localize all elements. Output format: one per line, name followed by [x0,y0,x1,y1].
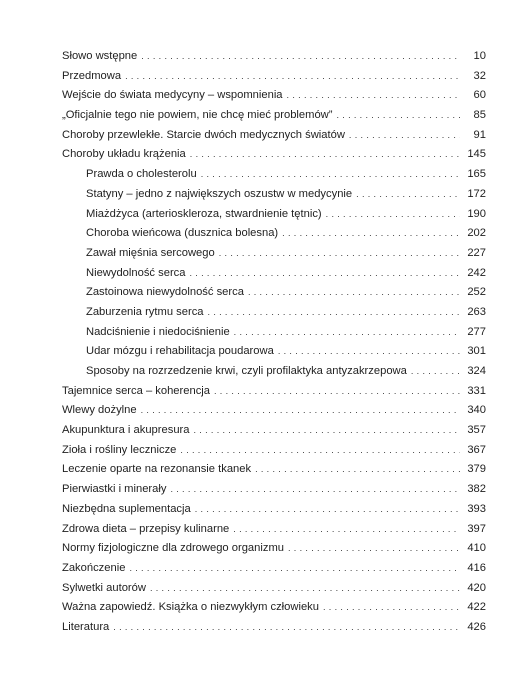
toc-page-number: 420 [467,581,486,594]
dot-leader [129,559,460,579]
toc-page-number: 165 [467,168,486,181]
toc-entry-title: Literatura [62,620,110,633]
toc-entry-title: Choroby przewlekłe. Starcie dwóch medycznych światów [62,128,345,141]
toc-entry-title: Wejście do świata medycyny – wspomnienia [62,89,283,102]
toc-subentry [62,362,486,382]
dot-leader [194,421,461,441]
toc-subentry [62,185,486,205]
toc-entry [62,441,486,461]
toc-entry-title: Zakończenie [62,561,126,574]
dot-leader [190,145,460,165]
toc-page-number: 416 [467,561,486,574]
toc-subentry [62,224,486,244]
toc-page-number: 190 [467,207,486,220]
dot-leader [233,520,460,540]
toc-page-number: 331 [467,384,486,397]
toc-entry-title: Prawda o cholesterolu [86,168,197,181]
dot-leader [356,185,460,205]
dot-leader [201,165,460,185]
toc-entry-title: Zdrowa dieta – przepisy kulinarne [62,522,230,535]
toc-entry-title: Niezbędna suplementacja [62,502,191,515]
dot-leader [282,224,460,244]
toc-entry-title: Akupunktura i akupresura [62,424,190,437]
toc-page-number: 263 [467,305,486,318]
toc-entry [62,47,486,67]
toc-entry [62,539,486,559]
toc-entry-title: Przedmowa [62,69,122,82]
toc-subentry [62,283,486,303]
dot-leader [255,460,460,480]
toc-entry-title: Zastoinowa niewydolność serca [86,286,244,299]
toc-entry-title: Niewydolność serca [86,266,186,279]
toc-page-number: 91 [473,128,486,141]
dot-leader [336,106,460,126]
dot-leader [287,86,460,106]
toc-entry [62,520,486,540]
toc-page-number: 202 [467,227,486,240]
toc-entry-title: Zawał mięśnia sercowego [86,246,215,259]
toc-subentry [62,342,486,362]
toc-entry [62,559,486,579]
toc-entry [62,598,486,618]
toc-entry-title: Sposoby na rozrzedzenie krwi, czyli profilaktyka antyzakrzepowa [86,365,407,377]
toc-page-number: 85 [473,109,486,122]
toc-subentry [62,205,486,225]
toc-page-number: 340 [467,404,486,417]
toc-entry-title: Ważna zapowiedź. Książka o niezwykłym człowieku [62,601,319,614]
dot-leader [214,382,460,402]
dot-leader [278,342,460,362]
dot-leader [208,303,460,323]
dot-leader [323,598,460,618]
dot-leader [170,480,460,500]
dot-leader [248,283,460,303]
toc-page-number: 301 [467,345,486,358]
toc-entry-title: Choroba wieńcowa (dusznica bolesna) [86,227,279,240]
dot-leader [125,67,460,87]
dot-leader [326,205,460,225]
toc-page-number: 32 [473,69,486,82]
toc-page-number: 60 [473,89,486,102]
toc-page-number: 242 [467,266,486,279]
toc-entry [62,500,486,520]
toc-entry-title: Tajemnice serca – koherencja [62,384,210,397]
toc-entry-title: Zioła i rośliny lecznicze [62,443,177,456]
toc-page-number: 227 [467,246,486,259]
toc-entry [62,67,486,87]
toc-entry-title: Pierwiastki i minerały [62,483,167,496]
dot-leader [113,618,460,638]
toc-entry-title: Miażdżyca (arterioskleroza, stwardnienie tętnic) [86,207,322,220]
dot-leader [195,500,460,520]
toc-page-number: 367 [467,443,486,456]
toc-page-number: 393 [467,502,486,515]
toc-page-number: 397 [467,522,486,535]
toc-entry-title: Udar mózgu i rehabilitacja poudarowa [86,345,274,358]
toc-entry-title: Normy fizjologiczne dla zdrowego organizmu [62,542,284,555]
toc-entry [62,126,486,146]
toc-entry [62,579,486,599]
toc-entry-title: Statyny – jedno z największych oszustw w medycynie [86,187,353,200]
toc-entry [62,401,486,421]
toc-entry [62,145,486,165]
toc-entry [62,106,486,126]
dot-leader [349,126,460,146]
dot-leader [180,441,460,461]
toc-subentry [62,244,486,264]
toc-page-number: 410 [467,542,486,555]
toc-entry-title: Choroby układu krążenia [62,148,186,161]
toc-page-number: 379 [467,463,486,476]
toc-entry [62,86,486,106]
toc-entry-title: „Oficjalnie tego nie powiem, nie chcę mieć problemów” [62,109,333,122]
toc-entry [62,460,486,480]
toc-subentry [62,264,486,284]
dot-leader [219,244,460,264]
toc-page-number: 10 [473,50,486,62]
toc-entry [62,618,486,638]
toc-subentry [62,303,486,323]
toc-page-number: 277 [467,325,486,338]
dot-leader [150,579,460,599]
toc-entry [62,382,486,402]
toc-page-number: 324 [467,365,486,377]
toc-subentry [62,323,486,343]
dot-leader [190,264,461,284]
toc-entry-title: Nadciśnienie i niedociśnienie [86,325,230,338]
toc-page-number: 422 [467,601,486,614]
toc-page-number: 382 [467,483,486,496]
toc-entry [62,480,486,500]
toc-entry-title: Leczenie oparte na rezonansie tkanek [62,463,252,476]
toc-page-number: 145 [467,148,486,161]
dot-leader [411,362,460,382]
toc-entry-title: Sylwetki autorów [62,581,146,594]
toc-subentry [62,165,486,185]
table-of-contents [62,47,486,638]
dot-leader [234,323,460,343]
dot-leader [288,539,460,559]
toc-page-number: 252 [467,286,486,299]
toc-page-number: 426 [467,620,486,633]
toc-entry-title: Zaburzenia rytmu serca [86,305,204,318]
toc-page-number: 357 [467,424,486,437]
toc-entry-title: Wlewy dożylne [62,404,137,417]
toc-entry-title: Słowo wstępne [62,50,138,62]
toc-page-number: 172 [467,187,486,200]
dot-leader [141,47,460,67]
dot-leader [141,401,460,421]
toc-entry [62,421,486,441]
